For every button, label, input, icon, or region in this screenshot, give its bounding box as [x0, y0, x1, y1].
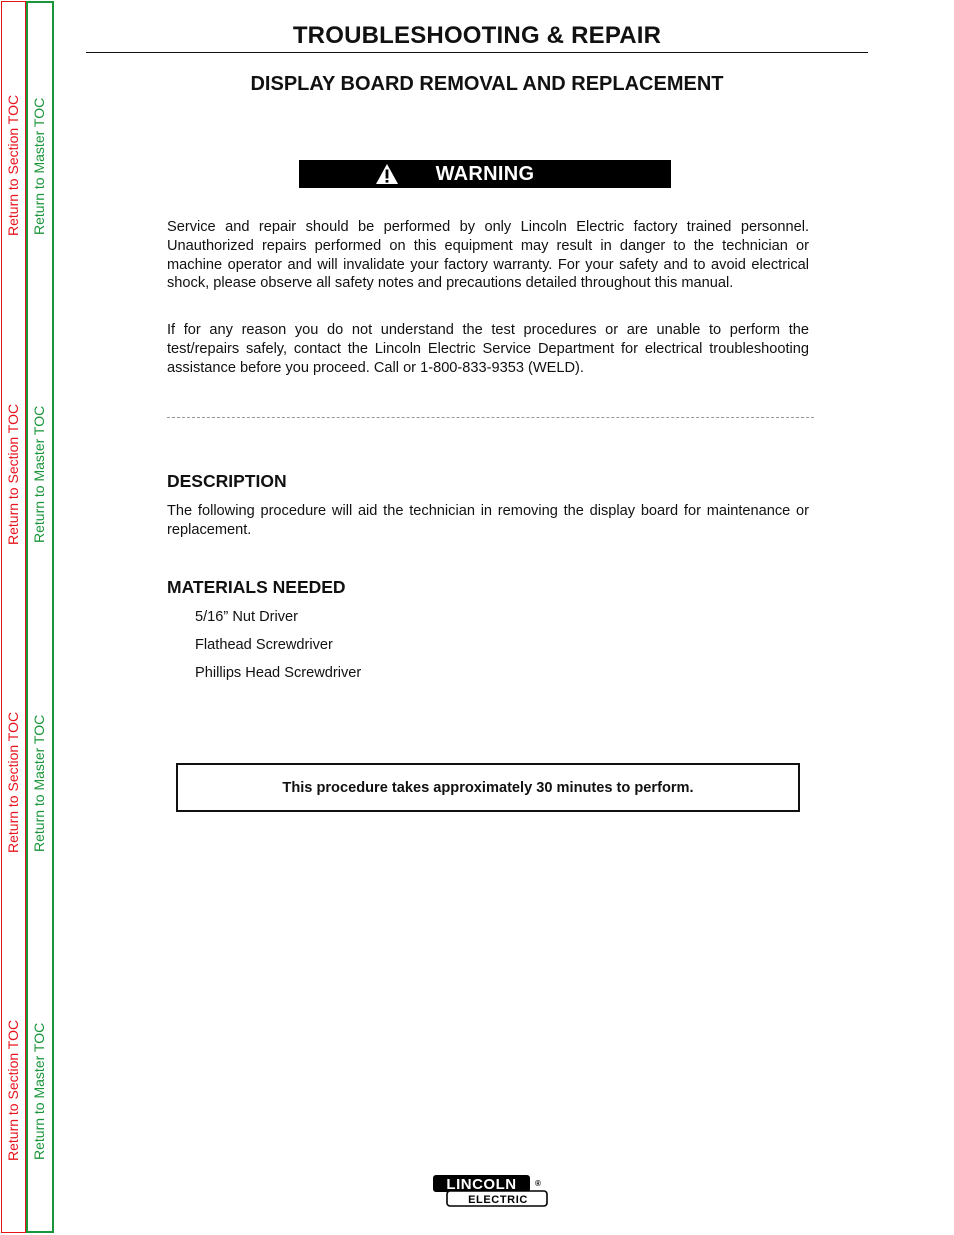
- header-divider: [86, 52, 868, 53]
- return-to-section-toc-link[interactable]: Return to Section TOC: [5, 1019, 21, 1161]
- warning-paragraph-1: Service and repair should be performed by only Lincoln Electric factory trained personnel. Unauthorized repairs performed on this equipment may result in danger to the technician or machine operator and will invalidate your factory warranty. For your safety and to avoid electrical shock, please observe all safety notes and precautions detailed throughout this manual.: [167, 219, 809, 292]
- material-item: Phillips Head Screwdriver: [195, 665, 362, 681]
- logo-line1: LINCOLN: [446, 1176, 517, 1193]
- page-title: TROUBLESHOOTING & REPAIR: [292, 22, 662, 49]
- registered-mark: ®: [535, 1179, 541, 1188]
- description-heading: DESCRIPTION: [167, 471, 287, 491]
- warning-banner: [299, 160, 671, 188]
- description-text: The following procedure will aid the technician in removing the display board for maintenance or replacement.: [167, 503, 809, 538]
- procedure-time-note: [176, 763, 800, 812]
- warning-paragraph-2: If for any reason you do not understand the test procedures or are unable to perform the test/repairs safely, contact the Lincoln Electric Service Department for electrical troubleshooting assistance before you proceed. Call or 1-800-833-9353 (WELD).: [167, 322, 809, 376]
- return-to-master-toc-link[interactable]: Return to Master TOC: [31, 97, 47, 235]
- procedure-title: DISPLAY BOARD REMOVAL AND REPLACEMENT: [250, 73, 724, 95]
- return-to-master-toc-link[interactable]: Return to Master TOC: [31, 714, 47, 852]
- section-divider: [167, 417, 814, 418]
- return-to-section-toc-link[interactable]: Return to Section TOC: [5, 403, 21, 545]
- return-to-master-toc-link[interactable]: Return to Master TOC: [31, 405, 47, 543]
- warning-label: WARNING: [435, 162, 535, 185]
- material-item: Flathead Screwdriver: [195, 637, 333, 653]
- logo-line2: ELECTRIC: [468, 1194, 528, 1206]
- lincoln-electric-logo: [432, 1174, 548, 1208]
- return-to-section-toc-link[interactable]: Return to Section TOC: [5, 711, 21, 853]
- procedure-time-text: This procedure takes approximately 30 minutes to perform.: [282, 779, 694, 796]
- warning-triangle-icon: [375, 163, 399, 185]
- return-to-master-toc-link[interactable]: Return to Master TOC: [31, 1022, 47, 1160]
- materials-heading: MATERIALS NEEDED: [167, 577, 346, 597]
- material-item: 5/16” Nut Driver: [195, 609, 298, 625]
- return-to-section-toc-link[interactable]: Return to Section TOC: [5, 94, 21, 236]
